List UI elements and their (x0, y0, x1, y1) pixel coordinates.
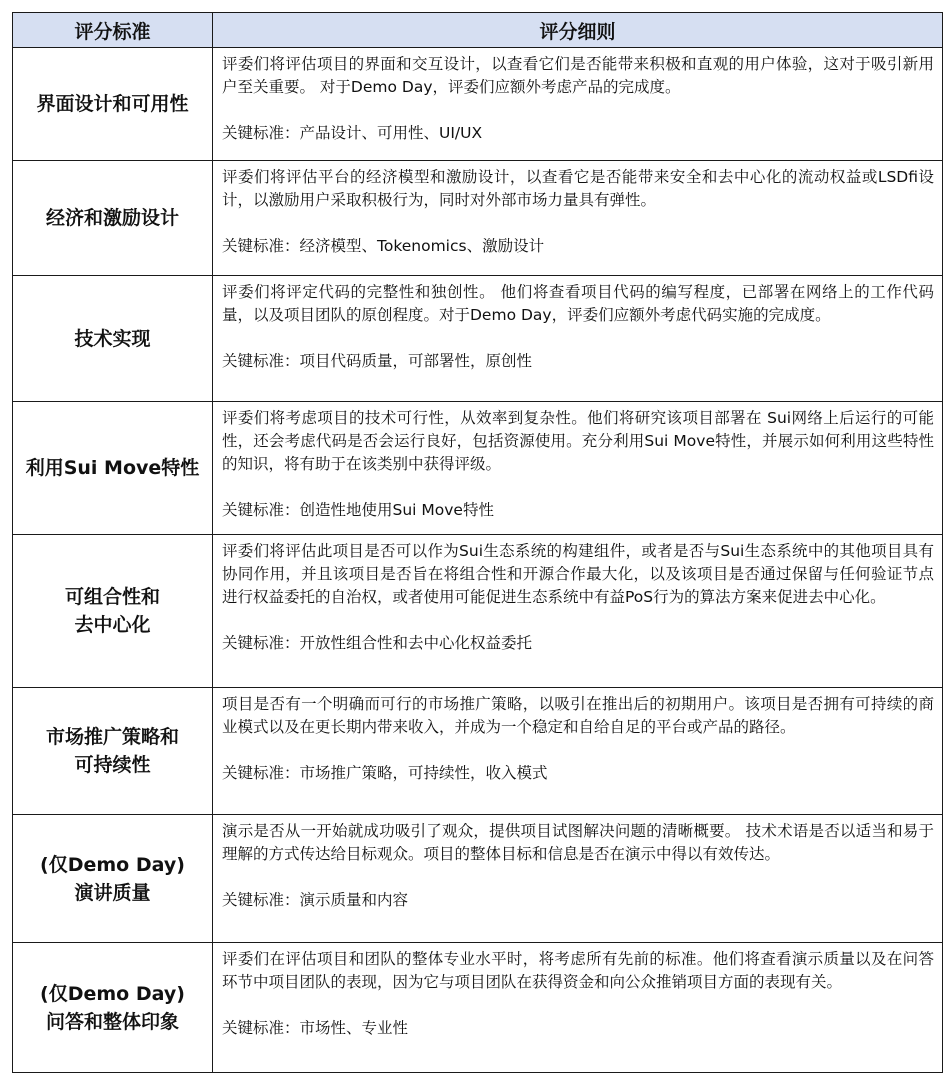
key-criteria: 关键标准：经济模型、Tokenomics、激励设计 (222, 237, 545, 255)
criterion-cell (13, 688, 213, 815)
key-criteria: 关键标准：演示质量和内容 (222, 891, 409, 909)
criterion-name: 技术实现 (74, 327, 151, 350)
criterion-cell (13, 48, 213, 161)
scoring-table (12, 12, 943, 1073)
criterion-name: 界面设计和可用性 (36, 93, 189, 115)
table-row (13, 161, 943, 276)
table-row (13, 943, 943, 1073)
criterion-cell (13, 161, 213, 276)
table-row (13, 688, 943, 815)
criterion-cell (13, 402, 213, 535)
criterion-name: 利用Sui Move特性 (25, 457, 200, 479)
detail-cell (213, 688, 943, 815)
criterion-name-line-1: 可组合性和 (64, 586, 160, 608)
criterion-description: 评委们在评估项目和团队的整体专业水平时，将考虑所有先前的标准。他们将查看演示质量以及在问答环节中项目团队的表现，因为它与项目团队在获得资金和向公众推销项目方面的表现有关。 (222, 950, 934, 991)
criterion-description: 评委们将考虑项目的技术可行性，从效率到复杂性。他们将研究该项目部署在 Sui网络上后运行的可能性，还会考虑代码是否会运行良好，包括资源使用。充分利用Sui Move特性，并展示如何利用这些特性的知识，将有助于在该类别中获得评级。 (222, 409, 934, 473)
key-criteria: 关键标准：产品设计、可用性、UI/UX (222, 124, 483, 142)
detail-cell (213, 535, 943, 688)
criterion-name-line-2: 去中心化 (74, 614, 151, 636)
table-row (13, 48, 943, 161)
detail-cell (213, 815, 943, 943)
table-row (13, 535, 943, 688)
detail-cell (213, 402, 943, 535)
criterion-description: 评委们将评估平台的经济模型和激励设计，以查看它是否能带来安全和去中心化的流动权益或LSDfi设计，以激励用户采取积极行为，同时对外部市场力量具有弹性。 (222, 168, 934, 209)
key-criteria: 关键标准：市场性、专业性 (222, 1019, 409, 1037)
criterion-name: 经济和激励设计 (45, 207, 179, 229)
criterion-name-line-2: 问答和整体印象 (45, 1010, 179, 1033)
table-row (13, 402, 943, 535)
header-criteria: 评分标准 (13, 13, 213, 48)
criterion-cell (13, 535, 213, 688)
table-header-row (13, 13, 943, 48)
criterion-cell (13, 943, 213, 1073)
key-criteria: 关键标准：开放性组合性和去中心化权益委托 (222, 634, 533, 652)
criterion-cell (13, 815, 213, 943)
key-criteria: 关键标准：项目代码质量，可部署性，原创性 (222, 352, 533, 370)
criterion-description: 项目是否有一个明确而可行的市场推广策略，以吸引在推出后的初期用户。该项目是否拥有可持续的商业模式以及在更长期内带来收入，并成为一个稳定和自给自足的平台或产品的路径。 (222, 695, 934, 736)
header-details: 评分细则 (213, 13, 943, 48)
criterion-name-line-1: 市场推广策略和 (45, 726, 179, 748)
table-row (13, 815, 943, 943)
criterion-description: 评委们将评定代码的完整性和独创性。 他们将查看项目代码的编写程度，已部署在网络上的工作代码量，以及项目团队的原创程度。对于Demo Day，评委们应额外考虑代码实施的完成度。 (222, 283, 934, 324)
detail-cell (213, 943, 943, 1073)
table-row (13, 276, 943, 402)
criterion-cell (13, 276, 213, 402)
criterion-description: 评委们将评估此项目是否可以作为Sui生态系统的构建组件，或者是否与Sui生态系统中的其他项目具有协同作用，并且该项目是否旨在将组合性和开源合作最大化，以及该项目是否通过保留与任何验证节点进行权益委托的自治权，或者使用可能促进生态系统中有益PoS行为的算法方案来促进去中心化。 (222, 542, 934, 606)
criterion-description: 演示是否从一开始就成功吸引了观众，提供项目试图解决问题的清晰概要。 技术术语是否以适当和易于理解的方式传达给目标观众。项目的整体目标和信息是否在演示中得以有效传达。 (222, 822, 934, 863)
detail-cell (213, 276, 943, 402)
criterion-description: 评委们将评估项目的界面和交互设计，以查看它们是否能带来积极和直观的用户体验，这对于吸引新用户至关重要。 对于Demo Day，评委们应额外考虑产品的完成度。 (222, 55, 934, 96)
criterion-name-line-2: 可持续性 (74, 754, 151, 776)
detail-cell (213, 48, 943, 161)
criterion-name-line-1: (仅Demo Day) (40, 853, 185, 876)
detail-cell (213, 161, 943, 276)
key-criteria: 关键标准：创造性地使用Sui Move特性 (222, 501, 494, 519)
criterion-name-line-2: 演讲质量 (74, 881, 151, 904)
criterion-name-line-1: (仅Demo Day) (40, 982, 185, 1005)
key-criteria: 关键标准：市场推广策略，可持续性，收入模式 (222, 764, 548, 782)
